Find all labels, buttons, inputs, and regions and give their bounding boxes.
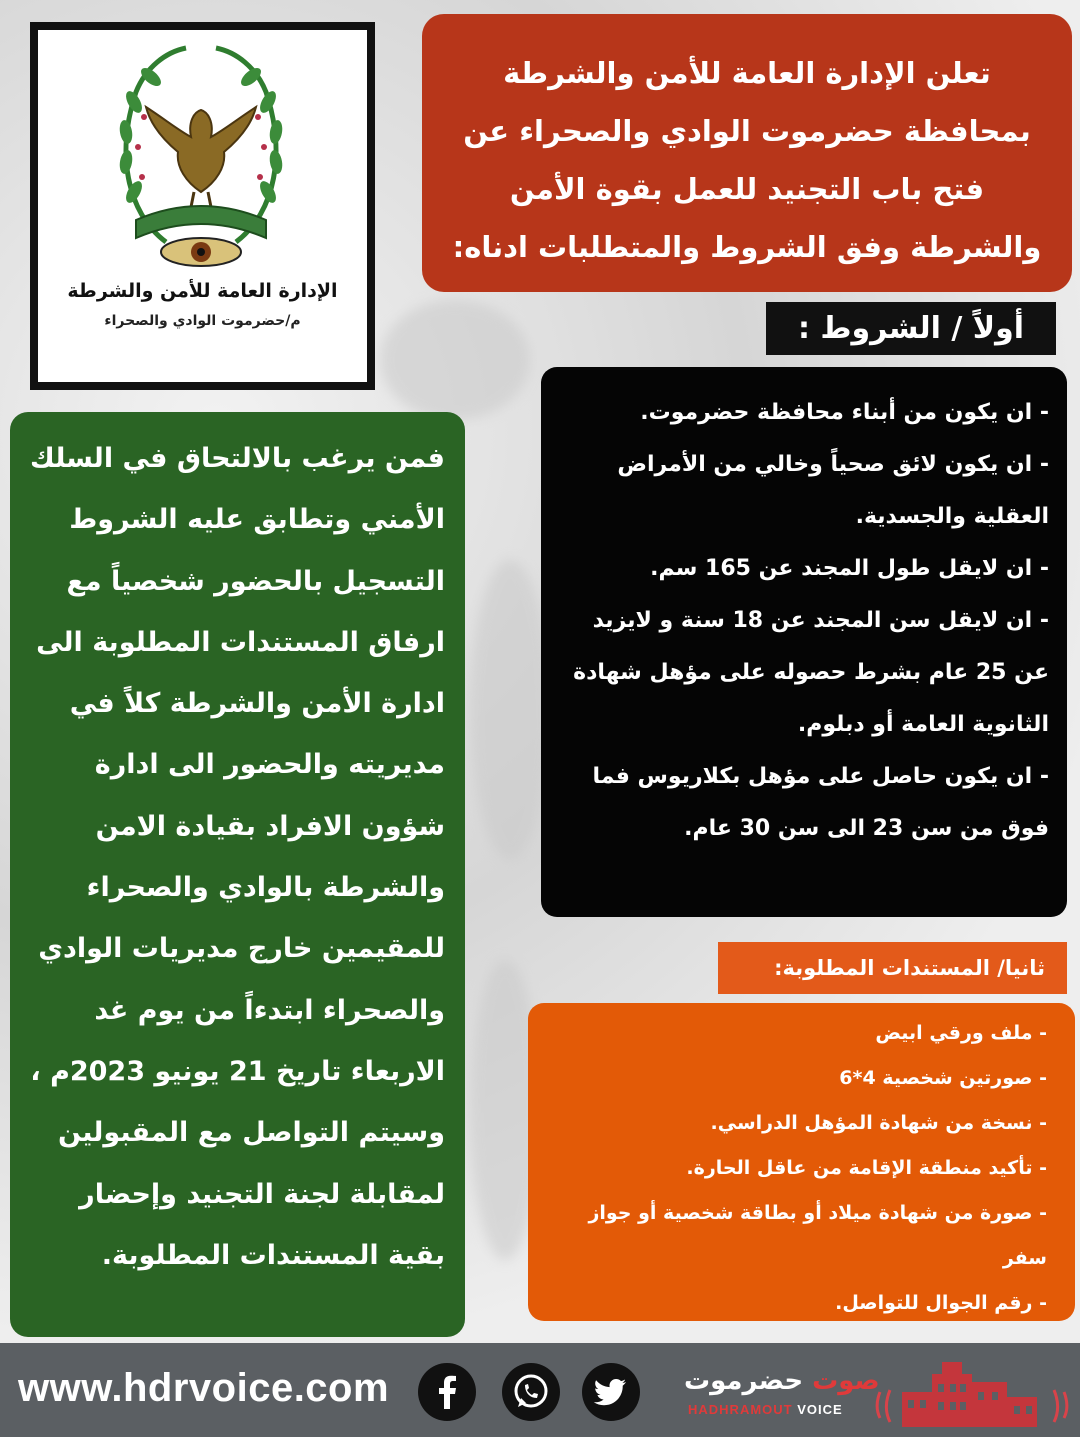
brand-name-english: [688, 1402, 843, 1417]
brand-name-arabic: [684, 1366, 880, 1396]
documents-heading: ثانيا/ المستندات المطلوبة:: [718, 942, 1067, 994]
logo-frame: [30, 22, 375, 390]
condition-item: - ان لايقل طول المجند عن 165 سم.: [650, 556, 1049, 581]
logo-title: الإدارة العامة للأمن والشرطة: [67, 280, 338, 302]
announcement-text: تعلن الإدارة العامة للأمن والشرطة بمحافظة حضرموت الوادي والصحراء عن فتح باب التجنيد للعمل بقوة الأمن والشرطة وفق الشروط والمتطلبات ادناه:: [452, 56, 1042, 264]
brand-en-accent: HADHRAMOUT: [688, 1402, 793, 1417]
whatsapp-icon[interactable]: [502, 1363, 560, 1421]
ministry-emblem-icon: [106, 42, 296, 270]
logo-panel: [38, 30, 367, 382]
facebook-icon[interactable]: [418, 1363, 476, 1421]
condition-item: - ان يكون لائق صحياً وخالي من الأمراض العقلية والجسدية.: [617, 452, 1049, 529]
background-blot: [380, 300, 530, 420]
announcement-panel: [422, 14, 1072, 292]
twitter-icon[interactable]: [582, 1363, 640, 1421]
document-item: - تأكيد منطقة الإقامة من عاقل الحارة.: [686, 1157, 1047, 1179]
conditions-panel: [541, 367, 1067, 917]
conditions-heading: أولاً / الشروط :: [766, 302, 1056, 355]
document-item: - رقم الجوال للتواصل.: [835, 1292, 1047, 1314]
document-item: - ملف ورقي ابيض: [875, 1022, 1047, 1044]
condition-item: - ان يكون حاصل على مؤهل بكلاريوس فما فوق من سن 23 الى سن 30 عام.: [592, 764, 1049, 841]
document-item: - صورة من شهادة ميلاد أو بطاقة شخصية أو جواز سفر: [588, 1202, 1047, 1269]
background-blot: [470, 560, 550, 860]
documents-panel: [528, 1003, 1075, 1321]
condition-item: - ان يكون من أبناء محافظة حضرموت.: [640, 400, 1049, 425]
instructions-text: فمن يرغب بالالتحاق في السلك الأمني وتطابق عليه الشروط التسجيل بالحضور شخصياً مع ارفاق المستندات المطلوبة الى ادارة الأمن والشرطة كلاً في مديريته والحضور الى ادارة شؤون الافراد بقيادة الامن والشرطة بالوادي والصحراء للمقيمين خارج مديريات الوادي والصحراء ابتدءاً من يوم غد الاربعاء تاريخ 21 يونيو 2023م ، وسيتم التواصل مع المقبولين لمقابلة لجنة التجنيد وإحضار بقية المستندات المطلوبة.: [30, 443, 445, 1271]
brand-accent-word: صوت: [812, 1366, 880, 1396]
document-item: - نسخة من شهادة المؤهل الدراسي.: [710, 1112, 1047, 1134]
brand-en-main: VOICE: [797, 1402, 843, 1417]
logo-subtitle: م/حضرموت الوادي والصحراء: [104, 313, 301, 329]
condition-item: - ان لايقل سن المجند عن 18 سنة و لايزيد عن 25 عام بشرط حصوله على مؤهل شهادة الثانوية العامة أو دبلوم.: [573, 608, 1049, 737]
palace-building-icon: [872, 1352, 1072, 1432]
website-link[interactable]: www.hdrvoice.com: [18, 1366, 390, 1410]
brand-main-word: حضرموت: [684, 1366, 804, 1396]
document-item: - صورتين شخصية 4*6: [839, 1067, 1047, 1089]
instructions-panel: [10, 412, 465, 1337]
